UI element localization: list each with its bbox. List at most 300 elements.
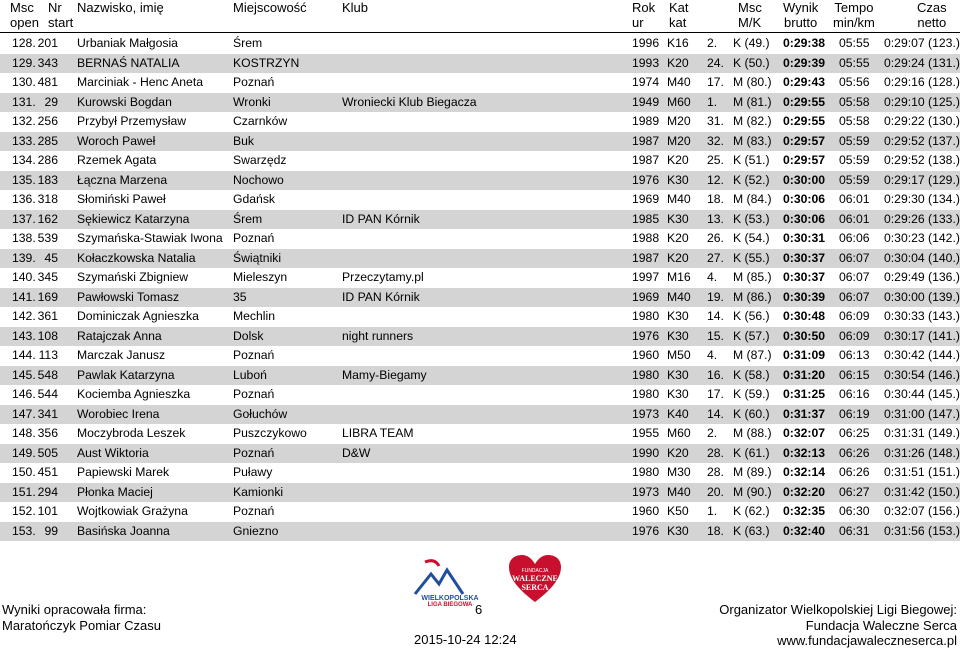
- table-row: [0, 93, 960, 113]
- cell-bib: 256: [37, 114, 58, 128]
- cell-net-time: 0:29:24 (131.): [884, 55, 960, 70]
- table-header: [0, 0, 960, 32]
- col-city: Miejscowość: [233, 0, 307, 15]
- cell-place: 132.: [12, 114, 36, 128]
- cell-place: 144.: [12, 348, 36, 362]
- cell-pace: 06:09: [839, 328, 870, 343]
- cell-runner-name: Kociemba Agnieszka: [77, 387, 191, 401]
- cell-club: Przeczytamy.pl: [342, 270, 424, 284]
- cell-category-place: 1.: [707, 94, 718, 109]
- cell-gross-time: 0:32:07: [783, 426, 826, 440]
- page-number: 6: [475, 602, 483, 617]
- cell-bib: 548: [37, 367, 58, 382]
- cell-pace: 05:59: [839, 133, 870, 148]
- cell-gender-place: K (55.): [733, 250, 770, 265]
- cell-club: LIBRA TEAM: [342, 426, 414, 440]
- cell-gender-place: K (62.): [733, 504, 770, 518]
- cell-pace: 05:58: [839, 114, 870, 128]
- cell-runner-name: Woroch Paweł: [77, 133, 156, 148]
- cell-pace: 05:58: [839, 94, 870, 109]
- cell-club: ID PAN Kórnik: [342, 289, 420, 304]
- cell-bib: 345: [37, 270, 58, 284]
- cell-city: Swarzędz: [233, 153, 287, 167]
- cell-gender-place: M (89.): [733, 465, 772, 479]
- cell-gender-place: M (82.): [733, 114, 772, 128]
- cell-city: Puławy: [233, 465, 273, 479]
- cell-net-time: 0:30:44 (145.): [884, 387, 960, 401]
- col-kat: Kat kat: [669, 0, 689, 30]
- cell-net-time: 0:29:17 (129.): [884, 172, 960, 187]
- col-club: Klub: [342, 0, 369, 15]
- cell-gross-time: 0:30:06: [783, 211, 826, 226]
- cell-net-time: 0:31:51 (151.): [884, 465, 960, 479]
- cell-gross-time: 0:29:43: [783, 75, 826, 89]
- cell-birth-year: 1980: [632, 367, 660, 382]
- cell-place: 139.: [12, 250, 36, 265]
- cell-birth-year: 1974: [632, 75, 660, 89]
- cell-birth-year: 1987: [632, 153, 660, 167]
- cell-net-time: 0:30:23 (142.): [884, 231, 960, 245]
- cell-place: 131.: [12, 94, 36, 109]
- cell-gross-time: 0:29:39: [783, 55, 826, 70]
- cell-gender-place: K (58.): [733, 367, 770, 382]
- cell-city: Puszczykowo: [233, 426, 307, 440]
- cell-runner-name: Marciniak - Henc Aneta: [77, 75, 203, 89]
- cell-gross-time: 0:31:37: [783, 406, 826, 421]
- cell-runner-name: Papiewski Marek: [77, 465, 170, 479]
- cell-birth-year: 1987: [632, 250, 660, 265]
- cell-pace: 06:25: [839, 426, 870, 440]
- cell-category: K20: [667, 231, 689, 245]
- svg-text:SERCA: SERCA: [521, 583, 549, 592]
- cell-category-place: 4.: [707, 270, 718, 284]
- cell-city: Gołuchów: [233, 406, 288, 421]
- cell-gross-time: 0:29:55: [783, 114, 826, 128]
- cell-city: Poznań: [233, 387, 275, 401]
- table-row: [0, 288, 960, 308]
- cell-gender-place: K (51.): [733, 153, 770, 167]
- cell-runner-name: BERNAŚ NATALIA: [77, 55, 180, 70]
- cell-runner-name: Marczak Janusz: [77, 348, 166, 362]
- cell-runner-name: Szymański Zbigniew: [77, 270, 189, 284]
- cell-runner-name: Pawłowski Tomasz: [77, 289, 180, 304]
- cell-category: K20: [667, 250, 689, 265]
- cell-birth-year: 1985: [632, 211, 660, 226]
- cell-city: Poznań: [233, 445, 275, 460]
- cell-gender-place: K (57.): [733, 328, 770, 343]
- cell-category-place: 4.: [707, 348, 718, 362]
- cell-birth-year: 1973: [632, 484, 660, 499]
- cell-bib: 99: [44, 523, 58, 538]
- cell-category: K16: [667, 36, 689, 50]
- cell-gender-place: K (61.): [733, 445, 770, 460]
- cell-net-time: 0:29:10 (125.): [884, 94, 960, 109]
- table-row: [0, 132, 960, 152]
- cell-category: M30: [667, 465, 691, 479]
- col-czas-netto: Czas netto: [917, 0, 947, 30]
- cell-category: K20: [667, 445, 689, 460]
- cell-net-time: 0:31:56 (153.): [884, 523, 960, 538]
- table-row: [0, 307, 960, 327]
- cell-net-time: 0:31:00 (147.): [884, 406, 960, 421]
- cell-place: 130.: [12, 75, 36, 89]
- cell-pace: 06:09: [839, 309, 870, 323]
- col-wynik-brutto: Wynik brutto: [783, 0, 819, 30]
- cell-net-time: 0:30:54 (146.): [884, 367, 960, 382]
- cell-gross-time: 0:29:55: [783, 94, 826, 109]
- cell-gross-time: 0:30:37: [783, 250, 826, 265]
- cell-net-time: 0:29:16 (128.): [884, 75, 960, 89]
- cell-gender-place: K (50.): [733, 55, 770, 70]
- cell-category: K30: [667, 172, 689, 187]
- cell-birth-year: 1980: [632, 387, 660, 401]
- cell-place: 140.: [12, 270, 36, 284]
- cell-place: 151.: [12, 484, 36, 499]
- col-tempo: Tempo min/km: [833, 0, 875, 30]
- cell-gross-time: 0:32:40: [783, 523, 826, 538]
- cell-pace: 06:07: [839, 289, 870, 304]
- cell-place: 136.: [12, 192, 36, 206]
- cell-birth-year: 1980: [632, 309, 660, 323]
- table-row: [0, 405, 960, 425]
- cell-category: M20: [667, 133, 691, 148]
- cell-category: K30: [667, 523, 689, 538]
- cell-runner-name: Łączna Marzena: [77, 172, 168, 187]
- cell-runner-name: Aust Wiktoria: [77, 445, 149, 460]
- cell-place: 149.: [12, 445, 36, 460]
- cell-city: Gniezno: [233, 523, 279, 538]
- cell-category-place: 13.: [707, 211, 724, 226]
- cell-pace: 06:26: [839, 445, 870, 460]
- cell-club: ID PAN Kórnik: [342, 211, 420, 226]
- cell-place: 128.: [12, 36, 36, 50]
- cell-birth-year: 1997: [632, 270, 660, 284]
- cell-runner-name: Ratajczak Anna: [77, 328, 162, 343]
- cell-bib: 285: [37, 133, 58, 148]
- footer-organizer-url: www.fundacjawaleczneserca.pl: [777, 633, 957, 648]
- cell-runner-name: Wojtkowiak Grażyna: [77, 504, 188, 518]
- cell-birth-year: 1969: [632, 192, 660, 206]
- cell-gender-place: M (86.): [733, 289, 772, 304]
- cell-category-place: 24.: [707, 55, 724, 70]
- cell-place: 147.: [12, 406, 36, 421]
- cell-runner-name: Basińska Joanna: [77, 523, 170, 538]
- cell-place: 148.: [12, 426, 36, 440]
- cell-bib: 286: [37, 153, 58, 167]
- cell-gross-time: 0:32:14: [783, 465, 826, 479]
- cell-place: 137.: [12, 211, 36, 226]
- cell-category-place: 31.: [707, 114, 724, 128]
- cell-category-place: 16.: [707, 367, 724, 382]
- cell-runner-name: Kołaczkowska Natalia: [77, 250, 196, 265]
- cell-category: K30: [667, 328, 689, 343]
- table-row: [0, 502, 960, 522]
- cell-pace: 05:59: [839, 172, 870, 187]
- cell-birth-year: 1987: [632, 133, 660, 148]
- cell-category-place: 2.: [707, 426, 718, 440]
- cell-category: M16: [667, 270, 691, 284]
- table-row: [0, 171, 960, 191]
- cell-place: 145.: [12, 367, 36, 382]
- cell-pace: 05:59: [839, 153, 870, 167]
- cell-net-time: 0:32:07 (156.): [884, 504, 960, 518]
- cell-runner-name: Kurowski Bogdan: [77, 94, 172, 109]
- table-row: [0, 483, 960, 503]
- cell-bib: 539: [37, 231, 58, 245]
- cell-runner-name: Sękiewicz Katarzyna: [77, 211, 190, 226]
- cell-city: Poznań: [233, 504, 275, 518]
- header-divider: [0, 32, 960, 33]
- table-row: [0, 327, 960, 347]
- cell-category: M40: [667, 192, 691, 206]
- cell-gender-place: K (63.): [733, 523, 770, 538]
- cell-net-time: 0:30:00 (139.): [884, 289, 960, 304]
- cell-city: KOSTRZYN: [233, 55, 300, 70]
- cell-gross-time: 0:30:39: [783, 289, 826, 304]
- cell-gender-place: K (56.): [733, 309, 770, 323]
- cell-birth-year: 1960: [632, 504, 660, 518]
- cell-net-time: 0:29:26 (133.): [884, 211, 960, 226]
- cell-category-place: 32.: [707, 133, 724, 148]
- cell-category: K20: [667, 55, 689, 70]
- cell-pace: 06:19: [839, 406, 870, 421]
- cell-category: K50: [667, 504, 689, 518]
- table-row: [0, 151, 960, 171]
- cell-gender-place: M (81.): [733, 94, 772, 109]
- cell-category-place: 1.: [707, 504, 718, 518]
- svg-text:WALECZNE: WALECZNE: [512, 574, 558, 583]
- cell-place: 141.: [12, 289, 36, 304]
- cell-category: M40: [667, 484, 691, 499]
- cell-birth-year: 1976: [632, 172, 660, 187]
- print-datetime: 2015-10-24 12:24: [414, 632, 517, 647]
- cell-bib: 341: [37, 406, 58, 421]
- cell-birth-year: 1976: [632, 328, 660, 343]
- cell-gross-time: 0:29:38: [783, 36, 826, 50]
- cell-city: Śrem: [233, 211, 263, 226]
- cell-category-place: 18.: [707, 523, 724, 538]
- cell-net-time: 0:29:52 (137.): [884, 133, 960, 148]
- cell-gross-time: 0:30:50: [783, 328, 826, 343]
- cell-place: 152.: [12, 504, 36, 518]
- cell-pace: 06:06: [839, 231, 870, 245]
- cell-runner-name: Przybył Przemysław: [77, 114, 187, 128]
- cell-gross-time: 0:30:06: [783, 192, 826, 206]
- cell-city: Dolsk: [233, 328, 264, 343]
- cell-birth-year: 1996: [632, 36, 660, 50]
- cell-category-place: 26.: [707, 231, 724, 245]
- cell-category: M60: [667, 426, 691, 440]
- cell-net-time: 0:29:22 (130.): [884, 114, 960, 128]
- cell-birth-year: 1973: [632, 406, 660, 421]
- cell-bib: 451: [37, 465, 58, 479]
- col-rok-ur: Rok ur: [632, 0, 656, 30]
- footer-organizer-label: Organizator Wielkopolskiej Ligi Biegowej:: [719, 602, 957, 617]
- cell-birth-year: 1976: [632, 523, 660, 538]
- cell-category-place: 28.: [707, 445, 724, 460]
- cell-gender-place: M (88.): [733, 426, 772, 440]
- cell-birth-year: 1990: [632, 445, 660, 460]
- cell-net-time: 0:29:52 (138.): [884, 153, 960, 167]
- cell-pace: 06:01: [839, 192, 870, 206]
- table-row: [0, 522, 960, 542]
- cell-club: D&W: [342, 445, 371, 460]
- table-row: [0, 229, 960, 249]
- results-table: [0, 34, 960, 541]
- cell-place: 138.: [12, 231, 36, 245]
- cell-runner-name: Rzemek Agata: [77, 153, 157, 167]
- cell-gross-time: 0:32:35: [783, 504, 826, 518]
- cell-city: Poznań: [233, 231, 275, 245]
- cell-pace: 06:16: [839, 387, 870, 401]
- cell-category: K30: [667, 309, 689, 323]
- cell-city: Luboń: [233, 367, 267, 382]
- col-msc-open: Msc open: [10, 0, 39, 30]
- cell-bib: 361: [37, 309, 58, 323]
- cell-pace: 06:01: [839, 211, 870, 226]
- cell-net-time: 0:29:07 (123.): [884, 36, 960, 50]
- cell-gross-time: 0:30:31: [783, 231, 826, 245]
- cell-category-place: 20.: [707, 484, 724, 499]
- cell-pace: 05:56: [839, 75, 870, 89]
- svg-text:LIGA BIEGOWA: LIGA BIEGOWA: [427, 602, 473, 606]
- cell-runner-name: Worobiec Irena: [77, 406, 160, 421]
- cell-gender-place: K (49.): [733, 36, 770, 50]
- cell-category-place: 15.: [707, 328, 724, 343]
- cell-place: 134.: [12, 153, 36, 167]
- table-row: [0, 366, 960, 386]
- cell-place: 129.: [12, 55, 36, 70]
- cell-gender-place: M (84.): [733, 192, 772, 206]
- cell-gender-place: K (60.): [733, 406, 770, 421]
- cell-runner-name: Szymańska-Stawiak Iwona: [77, 231, 223, 245]
- table-row: [0, 385, 960, 405]
- cell-gender-place: M (87.): [733, 348, 772, 362]
- cell-city: Mieleszyn: [233, 270, 288, 284]
- cell-net-time: 0:30:17 (141.): [884, 328, 960, 343]
- cell-gender-place: M (83.): [733, 133, 772, 148]
- cell-bib: 294: [37, 484, 58, 499]
- cell-pace: 06:07: [839, 250, 870, 265]
- cell-gender-place: K (53.): [733, 211, 770, 226]
- cell-city: Poznań: [233, 75, 275, 89]
- table-row: [0, 190, 960, 210]
- cell-birth-year: 1955: [632, 426, 660, 440]
- cell-category: M20: [667, 114, 691, 128]
- cell-category: K40: [667, 406, 689, 421]
- cell-category-place: 2.: [707, 36, 718, 50]
- cell-category-place: 17.: [707, 387, 724, 401]
- cell-place: 150.: [12, 465, 36, 479]
- cell-city: Nochowo: [233, 172, 284, 187]
- cell-birth-year: 1993: [632, 55, 660, 70]
- table-row: [0, 346, 960, 366]
- wielkopolska-liga-biegowa-logo: [405, 556, 495, 606]
- table-row: [0, 34, 960, 54]
- cell-runner-name: Płonka Maciej: [77, 484, 153, 499]
- cell-runner-name: Urbaniak Małgosia: [77, 36, 178, 50]
- cell-pace: 05:55: [839, 36, 870, 50]
- cell-gross-time: 0:30:37: [783, 270, 826, 284]
- cell-birth-year: 1960: [632, 348, 660, 362]
- cell-gross-time: 0:31:09: [783, 348, 826, 362]
- col-msc-mk: Msc M/K: [738, 0, 762, 30]
- cell-pace: 06:15: [839, 367, 870, 382]
- table-row: [0, 210, 960, 230]
- cell-pace: 06:13: [839, 348, 870, 362]
- svg-text:WIELKOPOLSKA: WIELKOPOLSKA: [421, 595, 479, 602]
- cell-gender-place: M (90.): [733, 484, 772, 499]
- cell-net-time: 0:29:49 (136.): [884, 270, 960, 284]
- cell-net-time: 0:30:04 (140.): [884, 250, 960, 265]
- cell-birth-year: 1989: [632, 114, 660, 128]
- table-row: [0, 463, 960, 483]
- cell-birth-year: 1980: [632, 465, 660, 479]
- cell-pace: 06:31: [839, 523, 870, 538]
- cell-bib: 169: [37, 289, 58, 304]
- cell-place: 153.: [12, 523, 36, 538]
- col-name: Nazwisko, imię: [77, 0, 164, 15]
- table-row: [0, 249, 960, 269]
- cell-category: K30: [667, 367, 689, 382]
- cell-gross-time: 0:30:00: [783, 172, 826, 187]
- cell-club: Wroniecki Klub Biegacza: [342, 94, 477, 109]
- cell-gender-place: M (85.): [733, 270, 772, 284]
- cell-net-time: 0:29:30 (134.): [884, 192, 960, 206]
- cell-category-place: 12.: [707, 172, 724, 187]
- cell-runner-name: Pawlak Katarzyna: [77, 367, 175, 382]
- cell-gender-place: K (54.): [733, 231, 770, 245]
- cell-gross-time: 0:31:25: [783, 387, 826, 401]
- cell-category: K30: [667, 211, 689, 226]
- cell-category-place: 19.: [707, 289, 724, 304]
- table-row: [0, 112, 960, 132]
- cell-city: Mechlin: [233, 309, 275, 323]
- cell-category-place: 18.: [707, 192, 724, 206]
- cell-net-time: 0:31:26 (148.): [884, 445, 960, 460]
- cell-pace: 05:55: [839, 55, 870, 70]
- cell-bib: 201: [37, 36, 58, 50]
- cell-gross-time: 0:29:57: [783, 133, 826, 148]
- cell-bib: 544: [37, 387, 58, 401]
- cell-bib: 108: [37, 328, 58, 343]
- cell-category: M50: [667, 348, 691, 362]
- cell-city: Czarnków: [233, 114, 288, 128]
- cell-category-place: 28.: [707, 465, 724, 479]
- cell-bib: 29: [44, 94, 58, 109]
- cell-bib: 481: [37, 75, 58, 89]
- cell-bib: 113: [38, 348, 58, 362]
- cell-city: Buk: [233, 133, 255, 148]
- footer-credit-company: Maratończyk Pomiar Czasu: [2, 618, 161, 633]
- cell-bib: 356: [37, 426, 58, 440]
- cell-pace: 06:30: [839, 504, 870, 518]
- cell-net-time: 0:30:33 (143.): [884, 309, 960, 323]
- cell-category-place: 27.: [707, 250, 724, 265]
- cell-category: K20: [667, 153, 689, 167]
- col-nr-start: Nr start: [48, 0, 74, 30]
- cell-category: M60: [667, 94, 691, 109]
- cell-gross-time: 0:30:48: [783, 309, 826, 323]
- cell-category: M40: [667, 289, 691, 304]
- cell-city: Poznań: [233, 348, 275, 362]
- cell-club: Mamy-Biegamy: [342, 367, 427, 382]
- cell-runner-name: Moczybroda Leszek: [77, 426, 186, 440]
- cell-bib: 162: [37, 211, 58, 226]
- cell-bib: 505: [37, 445, 58, 460]
- fundacja-waleczne-serca-logo: [505, 552, 565, 607]
- cell-city: Śrem: [233, 36, 263, 50]
